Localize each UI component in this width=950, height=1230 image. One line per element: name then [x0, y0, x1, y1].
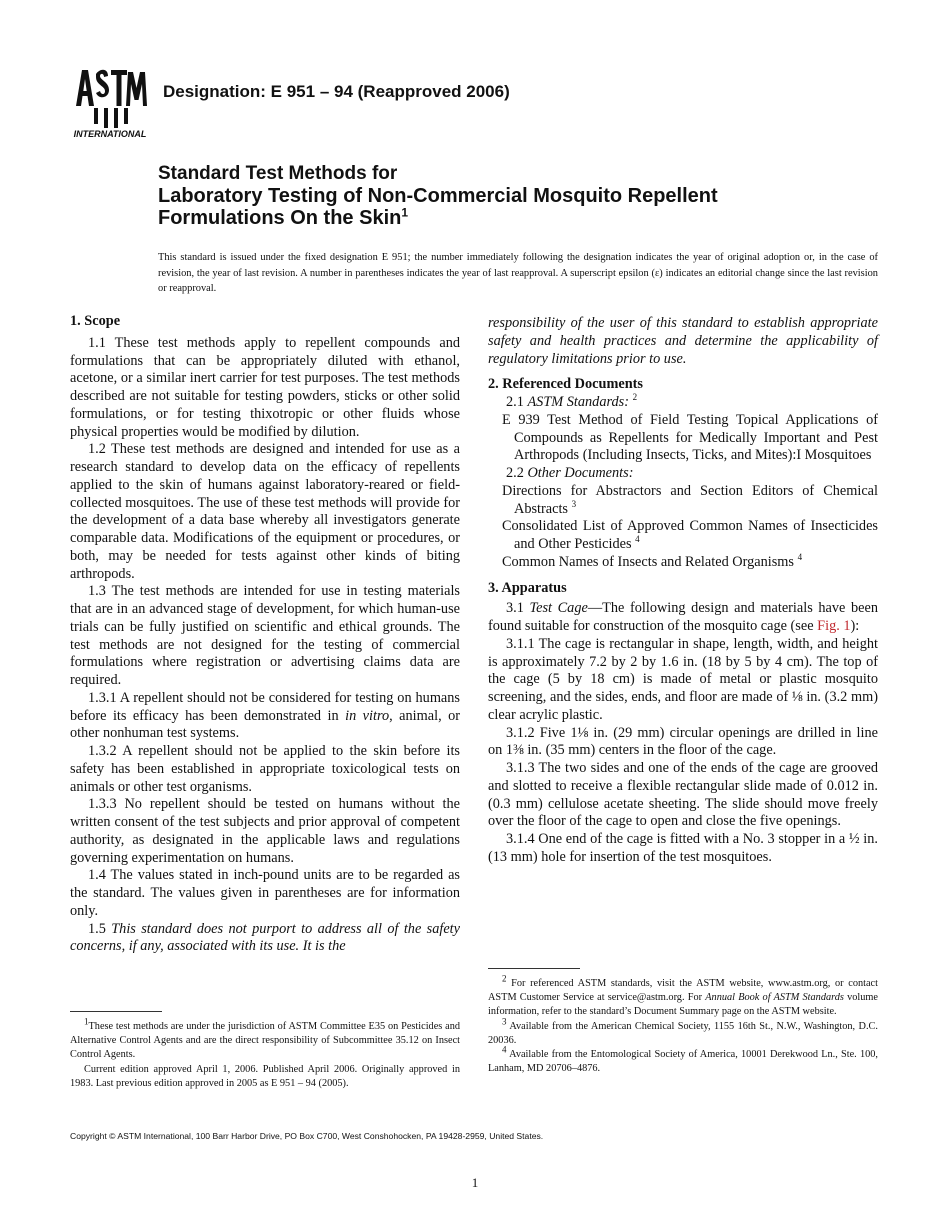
- para-1-3: 1.3 The test methods are intended for use in testing materials that are in an advanced stage of development, for which human-use trials can be fully justified on scientific and ethical grounds. The test methods are not designed for the testing of commercial formulations where registration or advertising claims data are required.: [70, 583, 460, 688]
- ref-doc-2: Consolidated List of Approved Common Names of Insecticides and Other Pesticides $^4$: [502, 518, 878, 552]
- para-1-1: 1.1 These test methods apply to repellent compounds and formulations that can be appropriately diluted with ethanol, acetone, or a similar inert carrier for test purposes. The test methods described are not suitable for testing powders, sticks or other solid formulations, or for testing thixotropic or other fluids whose physical properties would be modified by dilution.: [70, 334, 460, 440]
- para-1-5-continued: responsibility of the user of this standard to establish appropriate safety and health practices and determine the applicability of regulatory limitations prior to use.: [488, 315, 878, 367]
- para-3-1-2: 3.1.2 Five 1⅛ in. (29 mm) circular openings are drilled in line on 1⅜ in. (35 mm) centers in the floor of the cage.: [488, 724, 878, 759]
- para-3-1-3: 3.1.3 The two sides and one of the ends of the cage are grooved and slotted to receive a flexible rectangular slide made of 0.012 in. (0.3 mm) cellulose acetate sheeting. The slide should move freely over the floor of the cage to open and close the five openings.: [488, 760, 878, 830]
- apparatus-heading: 3. Apparatus: [488, 579, 567, 596]
- para-1-5: 1.5 This standard does not purport to address all of the safety concerns, if any, associated with its use. It is the: [70, 920, 460, 955]
- fig-1-link[interactable]: Fig. 1: [817, 618, 851, 634]
- title-line-1: Standard Test Methods for: [158, 163, 398, 184]
- para-3-1-4: 3.1.4 One end of the cage is fitted with a No. 3 stopper in a ½ in. (13 mm) hole for insertion of the test mosquitoes.: [488, 831, 878, 865]
- scope-heading: 1. Scope: [70, 313, 121, 329]
- footnote-3: $^3$ Available from the American Chemical Society, 1155 16th St., N.W., Washington, D.C. 20036.: [488, 1016, 878, 1046]
- footnote-4: $^4$ Available from the Entomological Society of America, 10001 Derekwood Ln., Ste. 100, Lanham, MD 20706–4876.: [488, 1044, 878, 1075]
- issue-note: This standard is issued under the fixed designation E 951; the number immediately following the designation indicates the year of original adoption or, in the case of revision, the year of last revision. A number in parentheses indicates the year of last reapproval. A superscript epsilon (ε) indicates an editorial change since the last revision or reapproval.: [158, 252, 878, 294]
- footnote-rule-right: [488, 968, 580, 969]
- ref-2-1: 2.1 ASTM Standards: $^2$: [506, 392, 638, 410]
- logo-subtext: INTERNATIONAL: [73, 129, 147, 139]
- right-column: [488, 315, 878, 867]
- footnotes-left: [70, 1016, 460, 1091]
- footnote-rule-left: [70, 1011, 162, 1012]
- para-3-1: 3.1 Test Cage—The following design and materials have been found suitable for construction of the mosquito cage (see Fig. 1):: [488, 600, 878, 634]
- page-number: 1: [471, 1175, 479, 1190]
- title-line-3: Formulations On the Skin: [158, 207, 402, 229]
- para-1-4: 1.4 The values stated in inch-pound units are to be regarded as the standard. The values given in parentheses are for information only.: [70, 867, 460, 919]
- footnote-1: $^1$These test methods are under the jurisdiction of ASTM Committee E35 on Pesticides and Alternative Control Agents and are the direct responsibility of Subcommittee 35.12 on Insect Control Agents.: [70, 1016, 460, 1061]
- para-1-3-3: 1.3.3 No repellent should be tested on humans without the written consent of the test subjects and prior approval of competent authority, as designated in the applicable laws and regulations governing experimentation on humans.: [70, 796, 460, 866]
- ref-doc-3: Common Names of Insects and Related Organisms $^4$: [502, 551, 803, 570]
- copyright-line: Copyright © ASTM International, 100 Barr Harbor Drive, PO Box C700, West Conshohocken, PA 19428-2959, United States.: [70, 1131, 544, 1141]
- para-1-2: 1.2 These test methods are designed and intended for use as a research standard to develop data on the efficacy of repellents applied to the skin of humans against laboratory-reared or field-collected mosquitoes. The use of these test methods will provide for the development of a data base whereby all investigators generate comparable data. Modifications of the equipment or procedures, or both, may be needed for tests against other kinds of biting arthropods.: [70, 441, 460, 582]
- left-column: [70, 313, 460, 956]
- para-1-3-1: 1.3.1 A repellent should not be considered for testing on humans before its efficacy has been demonstrated in in vitro, animal, or other nonhuman test systems.: [70, 689, 460, 742]
- footnotes-right: [488, 973, 878, 1076]
- designation: Designation: E 951 – 94 (Reapproved 2006): [163, 82, 510, 101]
- ref-e939: E 939 Test Method of Field Testing Topical Applications of Compounds as Repellents for Medically Important and Pest Arthropods (Including Insects, Ticks, and Mites):I Mosquitoes: [502, 411, 878, 464]
- para-3-1-1: 3.1.1 The cage is rectangular in shape, length, width, and height is approximately 7.2 by 2 by 1.6 in. (18 by 5 by 4 cm). The top of the cage (5 by 18 cm) is made of metal or plastic mosquito screening, and the sides, ends, and floor are made of ⅛ in. (3.2 mm) clear acrylic plastic.: [488, 635, 878, 723]
- ref-doc-1: Directions for Abstractors and Section Editors of Chemical Abstracts $^3$: [502, 482, 878, 517]
- para-1-3-2: 1.3.2 A repellent should not be applied to the skin before its safety has been established in appropriate toxicological tests on animals or other test organisms.: [70, 743, 460, 795]
- document-title: [158, 163, 858, 229]
- ref-2-2: 2.2 Other Documents:: [506, 465, 634, 481]
- footnote-2: $^2$ For referenced ASTM standards, visit the ASTM website, www.astm.org, or contact ASTM Customer Service at service@astm.org. For Annual Book of ASTM Standards volume information, refer to the standard’s Document Summary page on the ASTM website.: [488, 973, 878, 1018]
- referenced-documents-heading: 2. Referenced Documents: [488, 376, 643, 393]
- title-line-2: Laboratory Testing of Non-Commercial Mosquito Repellent: [158, 185, 718, 207]
- title-footnote-mark: 1: [401, 205, 409, 220]
- footnote-1-edition: Current edition approved April 1, 2006. Published April 2006. Originally approved in 1983. Last previous edition approved in 2005 as E 951 – 94 (2005).: [70, 1063, 460, 1089]
- astm-logo: [68, 62, 152, 140]
